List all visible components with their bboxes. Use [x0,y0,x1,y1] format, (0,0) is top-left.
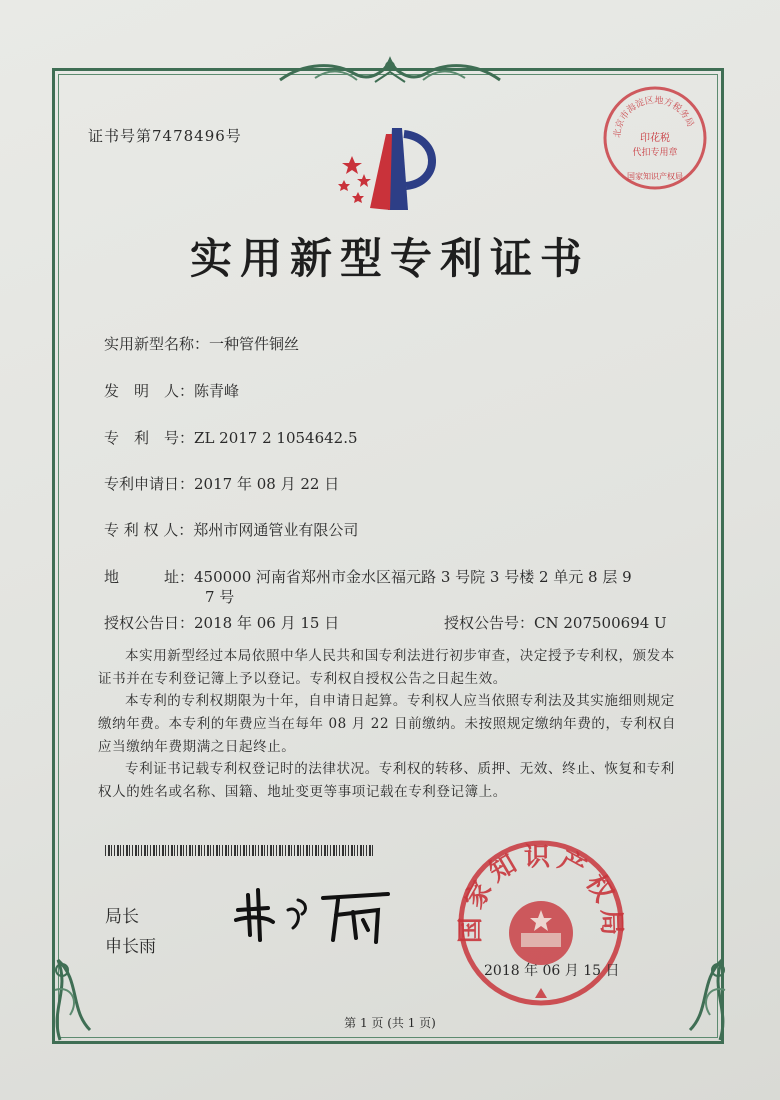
tax-seal-center-text-1: 印花税 [640,133,670,144]
certificate-title: 实用新型专利证书 [189,234,590,283]
field-address [104,566,632,587]
field-inventor [104,380,239,401]
field-grant-number-value: CN 207500694 U [534,614,667,632]
field-patentee-label: 专 利 权 人： [104,521,194,539]
field-inventor-value: 陈青峰 [194,382,240,400]
bottom-right-ornament [660,930,740,1050]
field-grant-date-label: 授权公告日： [104,614,195,632]
paragraph-1: 本实用新型经过本局依照中华人民共和国专利法进行初步审查，决定授予专利权，颁发本证书并在专利登记簿上予以登记。专利权自授权公告之日起生效。 [98,648,675,687]
field-patentee-value: 郑州市网通管业有限公司 [193,521,359,539]
tax-seal-stamp [600,83,710,193]
field-filing-date-value: 2017 年 08 月 22 日 [194,475,340,493]
tax-seal-ring-text: 北京市海淀区地方税务局 [612,95,696,139]
field-grant-date-value: 2018 年 06 月 15 日 [194,614,340,632]
field-name [104,333,299,354]
field-grant-number-label: 授权公告号： [444,614,535,632]
field-address-value-line1: 450000 河南省郑州市金水区福元路 3 号院 3 号楼 2 单元 8 层 9 [194,568,632,586]
tax-seal-bottom-text: 国家知识产权局 [627,172,683,181]
director-name: 申长雨 [105,937,156,957]
paragraph-2: 本专利的专利权期限为十年，自申请日起算。专利权人应当依照专利法及其实施细则规定缴纳年费。本专利的年费应当在每年 08 月 22 日前缴纳。未按照规定缴纳年费的，专利权自应当缴纳年费期满之日起终止。 [98,693,677,755]
tax-seal-center-text-2: 代扣专用章 [632,148,678,158]
top-ornament [275,52,505,88]
certificate-number: 证书号第7478496号 [88,127,242,145]
cnipa-seal-text: 国家知识产权局 [456,842,626,944]
field-address-line2: 7 号 [205,588,235,606]
paragraph-3: 专利证书记载专利权登记时的法律状况。专利权的转移、质押、无效、终止、恢复和专利权人的姓名或名称、国籍、地址变更等事项记载在专利登记簿上。 [98,761,675,800]
director-signature [228,880,398,950]
barcode [105,845,375,856]
field-address-label: 地 址： [104,568,195,586]
field-grant-date [104,612,339,633]
field-patentee [104,519,358,540]
field-patent-number [104,427,358,448]
field-name-value: 一种管件铜丝 [209,335,300,353]
cnipa-seal-stamp [456,838,626,1008]
field-patent-number-label: 专 利 号： [104,429,195,447]
field-filing-date-label: 专利申请日： [104,475,195,493]
field-patent-number-value: ZL 2017 2 1054642.5 [194,429,358,447]
field-inventor-label: 发 明 人： [104,382,195,400]
field-grant-number [444,612,667,633]
cnipa-logo-icon [330,120,450,215]
field-name-label: 实用新型名称： [104,335,210,353]
field-filing-date [104,473,339,494]
director-title: 局长 [105,907,139,927]
page-number: 第 1 页 (共 1 页) [344,1016,436,1030]
seal-date: 2018 年 06 月 15 日 [484,963,620,979]
